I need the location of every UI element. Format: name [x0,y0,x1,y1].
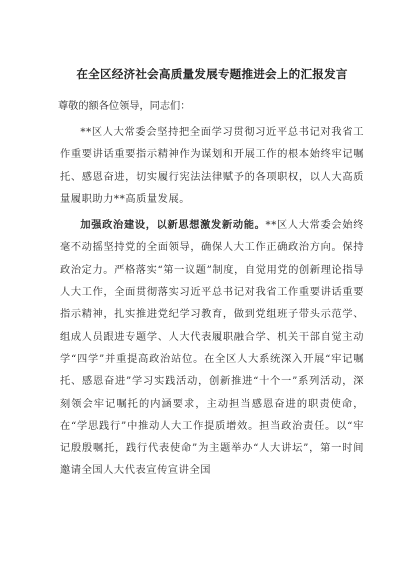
salutation: 尊敬的额各位领导，同志们： [58,101,191,112]
paragraph-text: **区人大常委会始终毫不动摇坚持党的全面领导，确保人大工作正确政治方向。保持政治定力。严格落实“第一议题”制度，自觉用党的创新理论指导人大工作，全面贯彻落实习近平总书记对我省工作重要讲话重要指示精神，扎实推进党纪学习教育，做到党组班子带头示范学、组成人员跟进专题学、人大代表履职融合学、机关干部自觉主动学“四学”并重提高政治站位。在全区人大系统深入开展“牢记嘱托、感恩奋进”学习实践活动，创新推进“十个一”系列活动，深刻领会牢记嘱托的内涵要求，主动担当感恩奋进的职责使命，在“学思践行”中推动人大工作提质增效。担当政治责任。以“牢记殷殷嘱托，践行代表使命”为主题举办“人大讲坛”，第一时间邀请全国人大代表宣传宣讲全国 [60,220,364,477]
paragraph-text: **区人大常委会坚持把全面学习贯彻习近平总书记对我省工作重要讲话重要指示精神作为谋划和开展工作的根本始终牢记嘱托、感恩奋进，切实履行宪法法律赋予的各项职权，以人大高质量履职助力**高质量发展。 [60,127,364,205]
paragraph-lead: 加强政治建设，以新思想激发新动能。 [80,220,266,232]
document-title: 在全区经济社会高质量发展专题推进会上的汇报发言 [76,67,348,81]
paragraph-political-building [60,215,364,483]
paragraph-intro [60,122,364,211]
